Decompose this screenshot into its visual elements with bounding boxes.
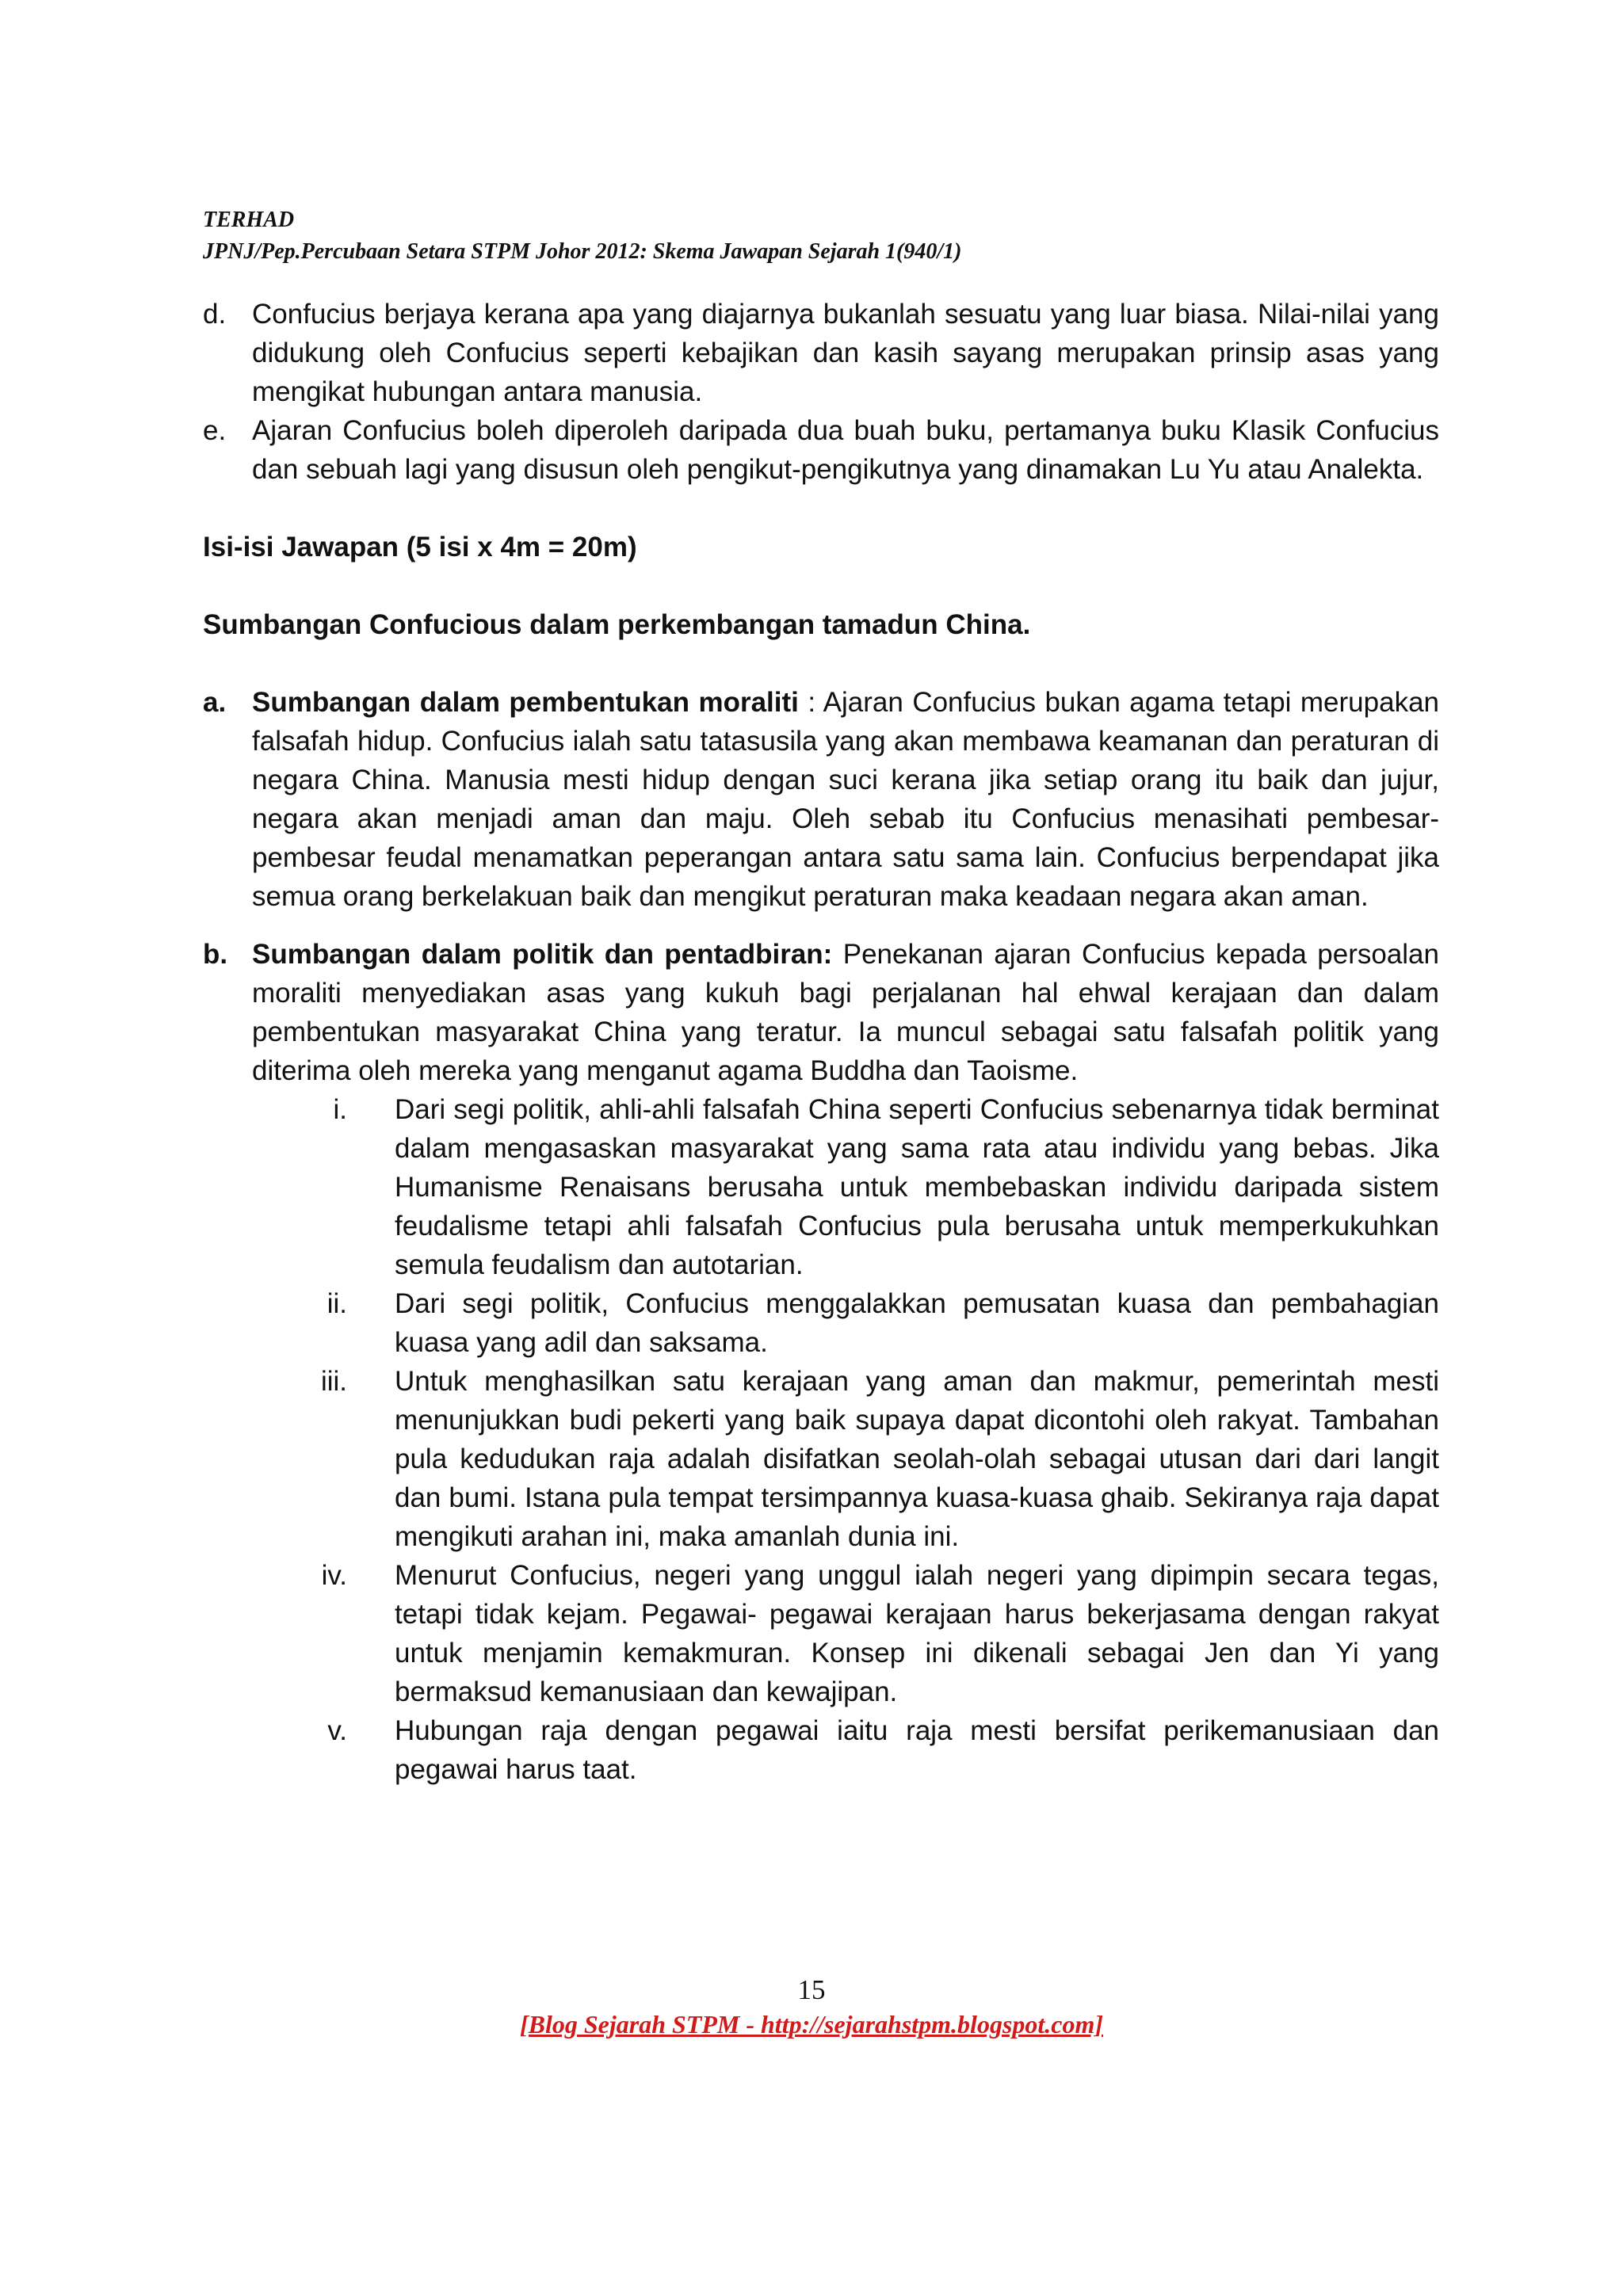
point-separator: : [798,687,823,718]
subpoint-text: Hubungan raja dengan pegawai iaitu raja mesti bersifat perikemanusiaan dan pegawai harus taat. [395,1715,1439,1785]
point-separator [832,939,842,970]
subpoint-text: Menurut Confucius, negeri yang unggul ialah negeri yang dipimpin secara tegas, tetapi tidak kejam. Pegawai- pegawai kerajaan harus bekerjasama dengan rakyat untuk menjamin kemakmuran. Konsep ini dikenali sebagai Jen dan Yi yang bermaksud kemanusiaan dan kewajipan. [395,1560,1439,1707]
page-header [203,204,1439,268]
list-text: Confucius berjaya kerana apa yang diajarnya bukanlah sesuatu yang luar biasa. Nilai-nilai yang didukung oleh Confucius seperti kebajikan dan kasih sayang merupakan prinsip asas yang mengikat hubungan antara manusia. [252,299,1439,407]
subpoint-text: Dari segi politik, ahli-ahli falsafah China seperti Confucius sebenarnya tidak berminat dalam mengasaskan masyarakat yang sama rata atau individu yang bebas. Jika Humanisme Renaisans berusaha untuk membebaskan individu daripada sistem feudalisme tetapi ahli falsafah Confucius pula berusaha untuk memperkukuhkan semula feudalism dan autotarian. [395,1094,1439,1280]
subpoint-marker: v. [327,1715,347,1746]
list-text: Ajaran Confucius boleh diperoleh daripada dua buah buku, pertamanya buku Klasik Confucius dan sebuah lagi yang disusun oleh pengikut-pengikutnya yang dinamakan Lu Yu atau Analekta. [252,415,1439,485]
point-text: Penekanan ajaran Confucius kepada persoalan moraliti menyediakan asas yang kukuh bagi perjalanan hal ehwal kerajaan dan dalam pembentukan masyarakat China yang teratur. Ia muncul sebagai satu falsafah politik yang diterima oleh mereka yang menganut agama Buddha dan Taoisme. [252,939,1439,1086]
document-subtitle: JPNJ/Pep.Percubaan Setara STPM Johor 2012: Skema Jawapan Sejarah 1(940/1) [203,239,962,264]
list-item-d [203,295,1439,411]
answer-heading: Isi-isi Jawapan (5 isi x 4m = 20m) [203,532,637,563]
topic-heading: Sumbangan Confucious dalam perkembangan tamadun China. [203,609,1031,640]
subpoint-iv [252,1556,1439,1711]
subpoint-marker: i. [333,1094,347,1125]
point-title: Sumbangan dalam pembentukan moraliti [252,687,799,718]
page-number: 15 [797,1974,826,2005]
list-marker: d. [203,299,227,330]
point-body [252,683,1439,916]
point-b [203,935,1439,1090]
point-marker: a. [203,687,227,718]
list-item-e [203,411,1439,489]
point-text: Ajaran Confucius bukan agama tetapi merupakan falsafah hidup. Confucius ialah satu tatasusila yang akan membawa keamanan dan peraturan di negara China. Manusia mesti hidup dengan suci kerana jika setiap orang itu baik dan jujur, negara akan menjadi aman dan maju. Oleh sebab itu Confucius menasihati pembesar- pembesar feudal menamatkan peperangan antara satu sama lain. Confucius berpendapat jika semua orang berkelakuan baik dan mengikut peraturan maka keadaan negara akan aman. [252,687,1440,912]
subpoint-text: Untuk menghasilkan satu kerajaan yang aman dan makmur, pemerintah mesti menunjukkan budi pekerti yang baik supaya dapat dicontohi oleh rakyat. Tambahan pula kedudukan raja adalah disifatkan seolah-olah sebagai utusan dari dari langit dan bumi. Istana pula tempat tersimpannya kuasa-kuasa ghaib. Sekiranya raja dapat mengikuti arahan ini, maka amanlah dunia ini. [395,1366,1439,1552]
subpoint-ii [252,1284,1439,1362]
page-footer [0,1973,1623,2041]
subpoint-v [252,1711,1439,1789]
subpoint-marker: iv. [321,1560,347,1591]
subpoint-marker: iii. [320,1366,347,1397]
point-body [252,935,1439,1090]
subpoint-text: Dari segi politik, Confucius menggalakkan pemusatan kuasa dan pembahagian kuasa yang adil dan saksama. [395,1288,1439,1358]
classification-label: TERHAD [203,208,295,232]
subpoint-marker: ii. [327,1288,347,1319]
point-a [203,683,1439,916]
document-body [203,295,1439,1789]
point-title: Sumbangan dalam politik dan pentadbiran: [252,939,833,970]
list-marker: e. [203,415,227,446]
point-marker: b. [203,939,228,970]
subpoint-i [252,1090,1439,1284]
subpoint-iii [252,1362,1439,1556]
blog-link[interactable]: [Blog Sejarah STPM - http://sejarahstpm.blogspot.com] [519,2010,1104,2039]
